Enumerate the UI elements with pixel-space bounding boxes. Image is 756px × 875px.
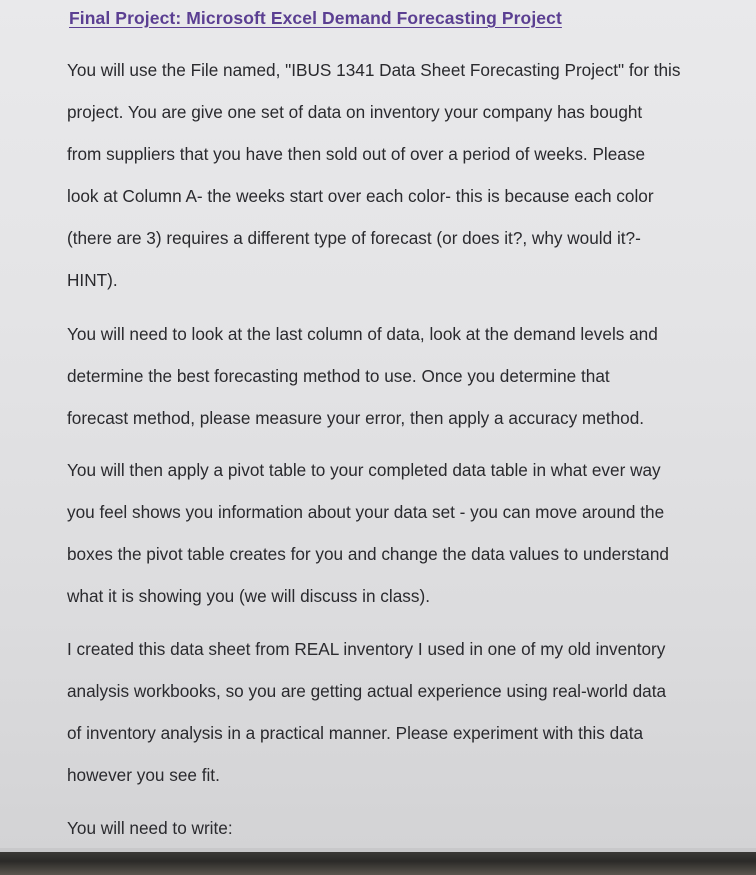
text-line: what it is showing you (we will discuss in class). — [67, 586, 430, 606]
text-line: HINT). — [67, 270, 118, 290]
text-line: You will need to look at the last column of data, look at the demand levels and — [67, 324, 658, 344]
text-line: from suppliers that you have then sold out of over a period of weeks. Please — [67, 144, 646, 164]
text-line: analysis workbooks, so you are getting actual experience using real-world data — [67, 681, 667, 701]
text-line: You will need to write: — [67, 818, 233, 838]
screen-bezel — [0, 852, 756, 875]
text-line: determine the best forecasting method to use. Once you determine that — [67, 366, 610, 386]
text-line: you feel shows you information about your data set - you can move around the — [67, 502, 665, 522]
text-line: however you see fit. — [67, 765, 220, 785]
text-line: boxes the pivot table creates for you and change the data values to understand — [67, 544, 669, 564]
text-line: You will then apply a pivot table to your completed data table in what ever way — [67, 460, 661, 480]
text-line: I created this data sheet from REAL inventory I used in one of my old inventory — [67, 639, 666, 659]
paragraph-file-instructions — [67, 49, 747, 301]
paragraph-write-intro — [67, 807, 747, 849]
document-title: Final Project: Microsoft Excel Demand Forecasting Project — [69, 8, 562, 28]
text-line: project. You are give one set of data on inventory your company has bought — [67, 102, 643, 122]
text-line: (there are 3) requires a different type of forecast (or does it?, why would it?- — [67, 228, 641, 248]
text-line: forecast method, please measure your error, then apply a accuracy method. — [67, 408, 645, 428]
text-line: look at Column A- the weeks start over each color- this is because each color — [67, 186, 654, 206]
text-line: You will use the File named, "IBUS 1341 Data Sheet Forecasting Project" for this — [67, 60, 681, 80]
paragraph-real-inventory — [67, 628, 747, 796]
paragraph-forecast-method — [67, 313, 747, 439]
text-line: of inventory analysis in a practical manner. Please experiment with this data — [67, 723, 644, 743]
paragraph-pivot-table — [67, 449, 747, 617]
